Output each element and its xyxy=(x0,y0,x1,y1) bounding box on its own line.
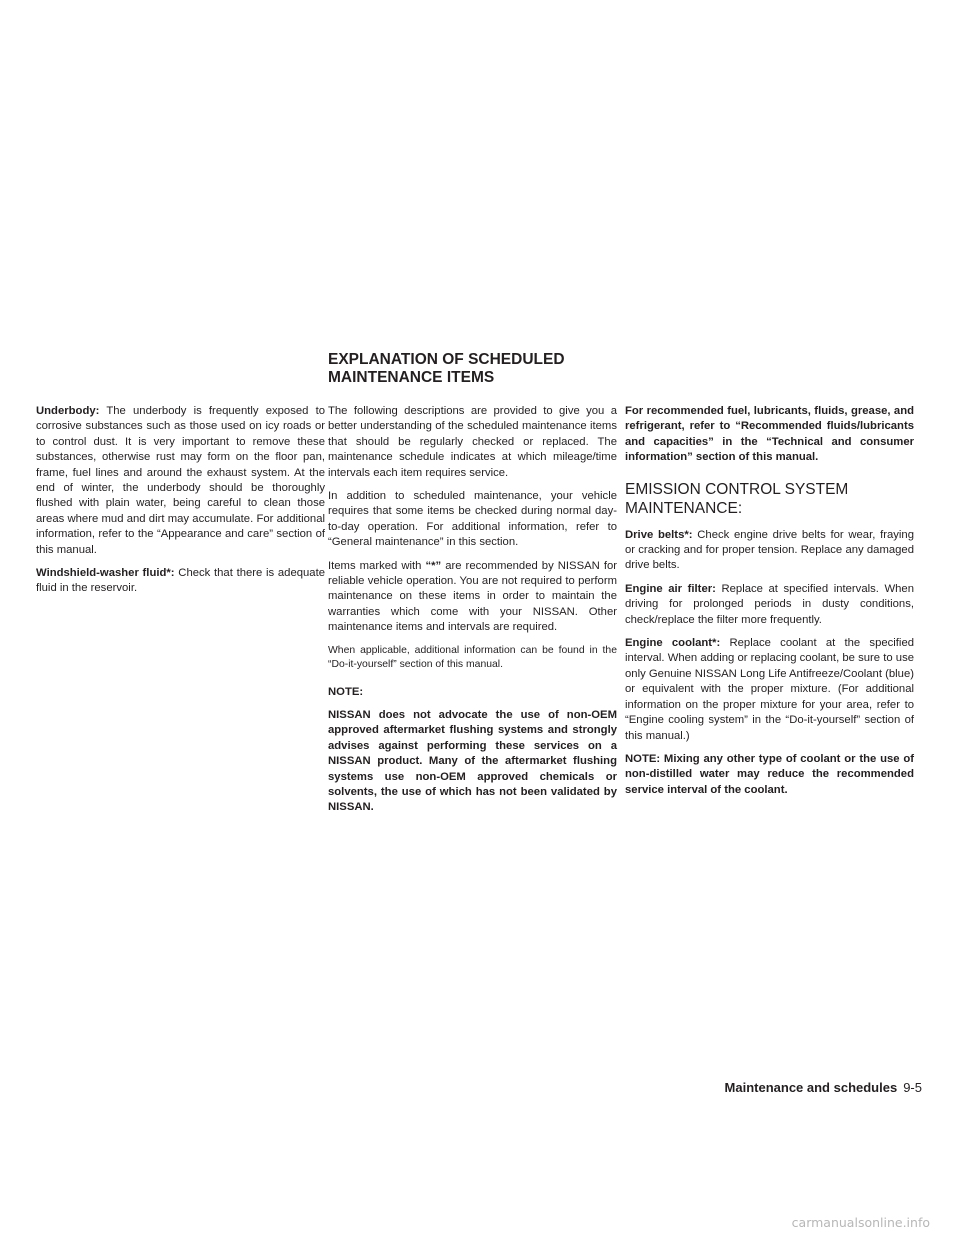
asterisk-symbol: “*” xyxy=(425,559,442,572)
coolant-text: Replace coolant at the specified interval. When adding or replacing coolant, be sure to use only Genuine NISSAN Long Life Antifreeze/Coolant (blue) or equivalent with the proper mixture. (For additional information on the proper mixture for your area, refer to “Engine cooling system” in the “Do-it-yourself” section of this manual.) xyxy=(625,637,915,742)
coolant-term: Engine coolant*: xyxy=(625,637,721,650)
column-middle xyxy=(328,404,617,824)
applicable-paragraph: When applicable, additional information can be found in the “Do-it-yourself” section of this manual. xyxy=(328,644,617,671)
column-right xyxy=(625,404,914,806)
drive-belts-paragraph xyxy=(625,528,914,574)
air-filter-text: Replace at specified intervals. When driving for prolonged periods in dusty conditions, check/replace the filter more frequently. xyxy=(625,582,914,626)
emission-subheading: EMISSION CONTROL SYSTEM MAINTENANCE: xyxy=(625,480,849,517)
marked-items-post: are recommended by NISSAN for reliable vehicle operation. You are not required to perform maintenance on these items in order to maintain the warranties which come with your NISSAN. Other maintenance items and intervals are required. xyxy=(328,559,618,634)
coolant-paragraph xyxy=(625,636,914,744)
drive-belts-text: Check engine drive belts for wear, fraying or cracking and for proper tension. Replace any damaged drive belts. xyxy=(625,528,914,572)
page-footer xyxy=(680,1080,922,1096)
section-heading: EXPLANATION OF SCHEDULED MAINTENANCE ITEMS xyxy=(328,351,565,386)
washer-fluid-paragraph xyxy=(36,566,325,597)
underbody-paragraph xyxy=(36,404,325,558)
washer-fluid-term: Windshield-washer fluid*: xyxy=(36,567,175,580)
page-number: 9-5 xyxy=(903,1080,922,1095)
coolant-mix-note: NOTE: Mixing any other type of coolant or the use of non-distilled water may reduce the recommended service interval of the coolant. xyxy=(625,752,914,796)
marked-items-pre: Items marked with xyxy=(328,559,422,572)
column-left xyxy=(36,404,325,605)
underbody-text: The underbody is frequently exposed to corrosive substances such as those used on icy roads or to control dust. It is very important to remove these substances, otherwise rust may form on the floor pan, frame, fuel lines and around the exhaust system. At the end of winter, the underbody should be thoroughly flushed with plain water, being careful to clean those areas where mud and dirt may accumulate. For additional information, refer to the “Appearance and care” section of this manual. xyxy=(36,405,326,556)
recommended-fluids-paragraph: For recommended fuel, lubricants, fluids, grease, and refrigerant, refer to “Recommended fluids/lubricants and capacities” in the “Technical and consumer information” section of this manual. xyxy=(625,405,914,464)
intro-paragraph: The following descriptions are provided to give you a better understanding of the scheduled maintenance items that should be regularly checked or replaced. The maintenance schedule indicates at which mileage/time intervals each item requires service. xyxy=(328,405,617,479)
air-filter-term: Engine air filter: xyxy=(625,582,716,595)
watermark: carmanualsonline.info xyxy=(791,1215,930,1230)
air-filter-paragraph xyxy=(625,582,914,628)
note-label: NOTE: xyxy=(328,685,364,698)
drive-belts-term: Drive belts*: xyxy=(625,528,693,541)
underbody-term: Underbody: xyxy=(36,405,100,417)
addition-paragraph: In addition to scheduled maintenance, your vehicle requires that some items be checked during normal day-to-day operation. For additional information, refer to “General maintenance” in this section. xyxy=(328,490,617,549)
chapter-title: Maintenance and schedules xyxy=(724,1080,898,1095)
marked-items-paragraph xyxy=(328,559,617,636)
washer-fluid-text: Check that there is adequate fluid in the reservoir. xyxy=(36,567,326,595)
note-text: NISSAN does not advocate the use of non-OEM approved aftermarket flushing systems and strongly advises against performing these services on a NISSAN product. Many of the aftermarket flushing systems use non-OEM approved chemicals or solvents, the use of which has not been validated by NISSAN. xyxy=(328,708,617,814)
